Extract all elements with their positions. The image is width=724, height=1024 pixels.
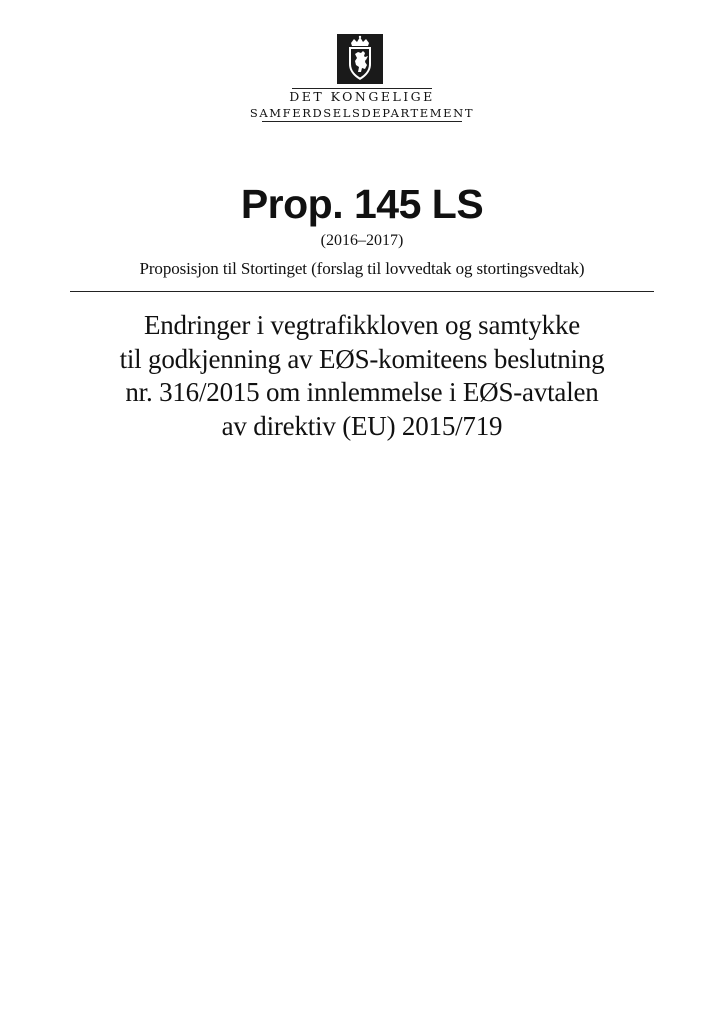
ministry-line-1: DET KONGELIGE (289, 89, 435, 104)
ministry-name (200, 88, 524, 122)
title-divider (70, 291, 654, 292)
ministry-rule-bottom (262, 121, 462, 122)
document-heading (40, 309, 684, 443)
heading-line: nr. 316/2015 om innlemmelse i EØS-avtalen (125, 377, 599, 407)
heading-line: til godkjenning av EØS-komiteens beslutning (119, 343, 605, 374)
proposition-subtitle: Proposisjon til Stortinget (forslag til lovvedtak og stortingsvedtak) (139, 259, 585, 278)
heading-line: av direktiv (EU) 2015/719 (221, 410, 503, 441)
session-years: (2016–2017) (320, 232, 404, 249)
proposition-title: Prop. 145 LS (240, 181, 484, 227)
heading-line: Endringer i vegtrafikkloven og samtykke (143, 310, 581, 340)
ministry-line-2: SAMFERDSELSDEPARTEMENT (249, 106, 475, 120)
coat-of-arms-icon (337, 34, 383, 84)
